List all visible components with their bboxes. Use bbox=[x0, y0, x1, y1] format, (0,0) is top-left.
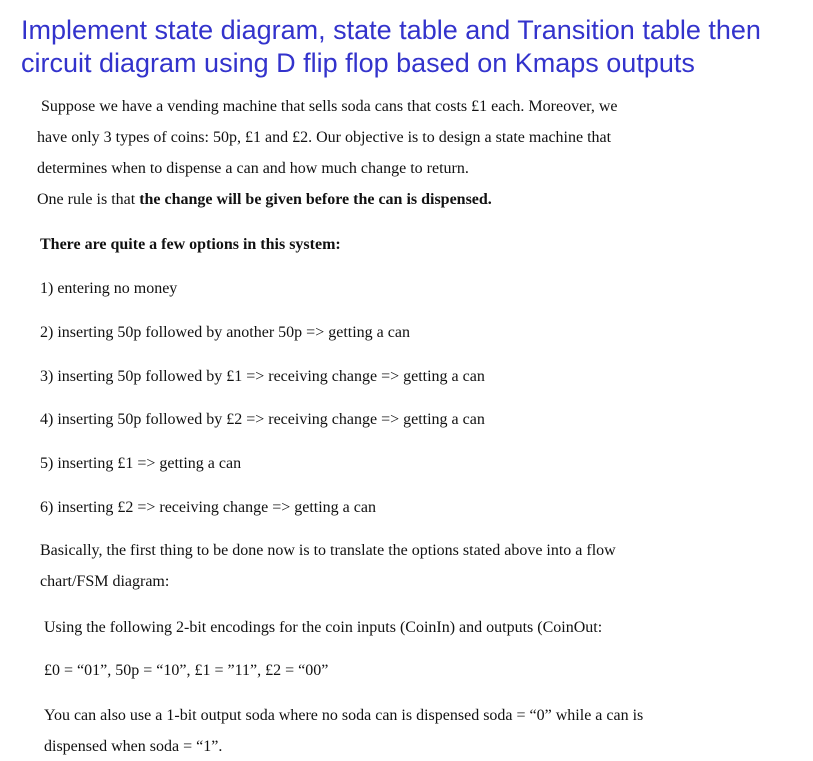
rule-bold-text: the change will be given before the can is dispensed. bbox=[139, 191, 492, 208]
option-item: 5) inserting £1 => getting a can bbox=[40, 455, 242, 472]
intro-line-1: Suppose we have a vending machine that sells soda cans that costs £1 each. Moreover, we bbox=[41, 98, 618, 115]
encodings-intro: Using the following 2-bit encodings for the coin inputs (CoinIn) and outputs (CoinOut: bbox=[44, 619, 603, 636]
intro-line-2: have only 3 types of coins: 50p, £1 and £2. Our objective is to design a state machine that bbox=[37, 129, 612, 146]
soda-note-line-1: You can also use a 1-bit output soda where no soda can is dispensed soda = “0” while a can is bbox=[44, 707, 644, 724]
options-heading: There are quite a few options in this system: bbox=[40, 236, 341, 253]
option-item: 6) inserting £2 => receiving change => getting a can bbox=[40, 499, 376, 516]
intro-line-3: determines when to dispense a can and how much change to return. bbox=[37, 160, 469, 177]
option-item: 3) inserting 50p followed by £1 => receiving change => getting a can bbox=[40, 368, 485, 385]
soda-note-line-2: dispensed when soda = “1”. bbox=[44, 738, 223, 755]
page-title: Implement state diagram, state table and Transition table then circuit diagram using D flip flop based on Kmaps outputs bbox=[21, 15, 761, 78]
option-item: 1) entering no money bbox=[40, 280, 178, 297]
encodings-values: £0 = “01”, 50p = “10”, £1 = ”11”, £2 = “00” bbox=[44, 662, 329, 679]
option-item: 2) inserting 50p followed by another 50p => getting a can bbox=[40, 324, 410, 341]
basically-line-1: Basically, the first thing to be done now is to translate the options stated above into a flow bbox=[40, 542, 616, 559]
basically-line-2: chart/FSM diagram: bbox=[40, 573, 170, 590]
option-item: 4) inserting 50p followed by £2 => receiving change => getting a can bbox=[40, 411, 485, 428]
rule-prefix: One rule is that bbox=[37, 191, 140, 208]
rule-line bbox=[37, 190, 492, 210]
